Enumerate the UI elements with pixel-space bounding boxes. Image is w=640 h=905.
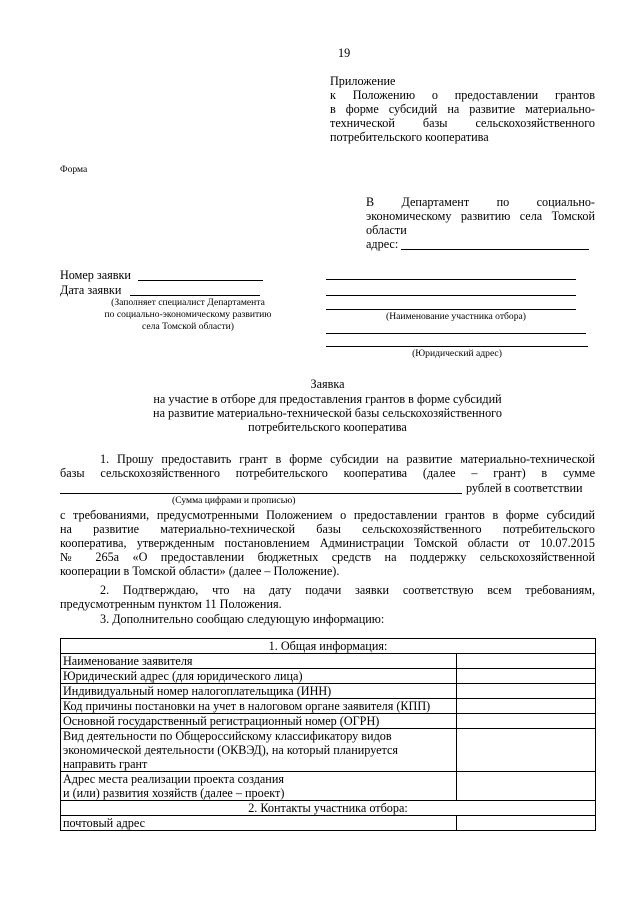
address-label: адрес: (366, 237, 399, 251)
table-row-label (61, 772, 457, 801)
table-row-label-line: Вид деятельности по Общероссийскому классификатору видов (63, 729, 392, 743)
appendix-line: в форме субсидий на развитие материально- (330, 102, 595, 116)
paragraph-line: базы сельскохозяйственного потребительского кооператива (далее – грант) в сумме (60, 466, 595, 480)
table-row-label (61, 714, 457, 729)
table-row-value-cell[interactable] (457, 772, 596, 801)
table-row-label-line: почтовый адрес (63, 816, 146, 830)
table-row-label-line: Адрес места реализации проекта создания (63, 772, 284, 786)
appendix-line: к Положению о предоставлении грантов (330, 88, 595, 102)
grant-sum-field[interactable] (60, 493, 462, 494)
table-row (61, 714, 596, 729)
paragraph-2-last: предусмотренным пунктом 11 Положения. (60, 597, 282, 611)
address-underline[interactable] (401, 249, 589, 250)
table-row-label (61, 669, 457, 684)
paragraph-1-second (60, 466, 595, 480)
table-section-heading: 1. Общая информация: (61, 639, 596, 654)
table-section-row (61, 639, 596, 654)
participant-name-field[interactable] (326, 295, 576, 296)
application-date-field[interactable] (130, 295, 260, 296)
table-row-label-line: и (или) развития хозяйств (далее – проект) (63, 786, 285, 800)
paragraph-line: 2. Подтверждаю, что на дату подачи заявки соответствую всем требованиям, (100, 583, 595, 597)
doc-subtitle-line: потребительского кооператива (248, 420, 407, 434)
sum-suffix: рублей в соответствии (466, 481, 583, 495)
table-row-label (61, 684, 457, 699)
table-row-label (61, 699, 457, 714)
table-row (61, 816, 596, 831)
appendix-line: технической базы сельскохозяйственного (330, 116, 595, 130)
table-row (61, 654, 596, 669)
table-row-label-line: Наименование заявителя (63, 654, 193, 668)
table-row-value-cell[interactable] (457, 714, 596, 729)
table-row (61, 684, 596, 699)
table-row-value-cell[interactable] (457, 699, 596, 714)
table-row (61, 772, 596, 801)
table-row-label-line: Основной государственный регистрационный номер (ОГРН) (63, 714, 380, 728)
doc-subtitle-line: на участие в отборе для предоставления грантов в форме субсидий (153, 392, 502, 406)
paragraph-1-continuation (60, 508, 595, 578)
specialist-note-line: села Томской области) (142, 321, 234, 332)
table-row-label-line: экономической деятельности (ОКВЭД), на который планируется (63, 743, 399, 757)
table-section-row (61, 801, 596, 816)
appendix-line: потребительского кооператива (330, 130, 489, 144)
paragraph-1-first (100, 452, 595, 466)
legal-address-field[interactable] (326, 333, 586, 334)
doc-title: Заявка (310, 377, 345, 391)
table-row-label (61, 654, 457, 669)
paragraph-line: 1. Прошу предоставить грант в форме субсидии на развитие материально-технической (100, 452, 595, 466)
paragraph-2-first (100, 583, 595, 597)
table-section-heading: 2. Контакты участника отбора: (61, 801, 596, 816)
addressee-block (366, 195, 595, 237)
application-date-label: Дата заявки (60, 283, 122, 297)
application-number-field[interactable] (138, 280, 263, 281)
appendix-title: Приложение (330, 74, 396, 88)
addressee-line: В Департамент по социально- (366, 195, 595, 209)
page-number: 19 (338, 46, 351, 60)
table-row-label (61, 729, 457, 772)
table-row-value-cell[interactable] (457, 729, 596, 772)
table-row-value-cell[interactable] (457, 684, 596, 699)
participant-name-field[interactable] (326, 309, 576, 310)
table-row-value-cell[interactable] (457, 654, 596, 669)
addressee-line: экономическому развитию села Томской (366, 209, 595, 223)
sum-caption: (Сумма цифрами и прописью) (172, 495, 296, 506)
participant-name-field[interactable] (326, 279, 576, 280)
appendix-text (330, 88, 595, 144)
table-row-label (61, 816, 457, 831)
application-number-label: Номер заявки (60, 268, 131, 282)
table-row-value-cell[interactable] (457, 816, 596, 831)
table-row (61, 699, 596, 714)
legal-address-field[interactable] (326, 346, 588, 347)
paragraph-line: на развитие материально-технической базы сельскохозяйственного потребительского (60, 522, 595, 536)
table-row-value-cell[interactable] (457, 669, 596, 684)
paragraph-line: кооператива, утвержденным постановлением Администрации Томской области от 10.07.2015 (60, 536, 595, 550)
table-row-label-line: Код причины постановки на учет в налоговом органе заявителя (КПП) (63, 699, 431, 713)
specialist-note-line: (Заполняет специалист Департамента (111, 297, 265, 308)
table-row (61, 729, 596, 772)
participant-name-caption: (Наименование участника отбора) (386, 311, 526, 322)
form-label: Форма (60, 164, 88, 175)
addressee-line: области (366, 223, 407, 237)
paragraph-line: № 265а «О предоставлении бюджетных средств на поддержку сельскохозяйственной (60, 550, 595, 564)
table-row-label-line: направить грант (63, 757, 148, 771)
paragraph-3: 3. Дополнительно сообщаю следующую информацию: (100, 612, 385, 626)
table-row (61, 669, 596, 684)
paragraph-line: с требованиями, предусмотренными Положением о предоставлении грантов в форме субсидий (60, 508, 595, 522)
doc-subtitle-line: на развитие материально-технической базы сельскохозяйственного (153, 406, 502, 420)
table-row-label-line: Индивидуальный номер налогоплательщика (ИНН) (63, 684, 332, 698)
specialist-note-line: по социально-экономическому развитию (104, 309, 272, 320)
specialist-note (86, 297, 290, 333)
legal-address-caption: (Юридический адрес) (412, 348, 502, 359)
paragraph-line: кооперации в Томской области» (далее – Положение). (60, 564, 340, 578)
info-table (60, 638, 596, 831)
table-row-label-line: Юридический адрес (для юридического лица) (63, 669, 303, 683)
